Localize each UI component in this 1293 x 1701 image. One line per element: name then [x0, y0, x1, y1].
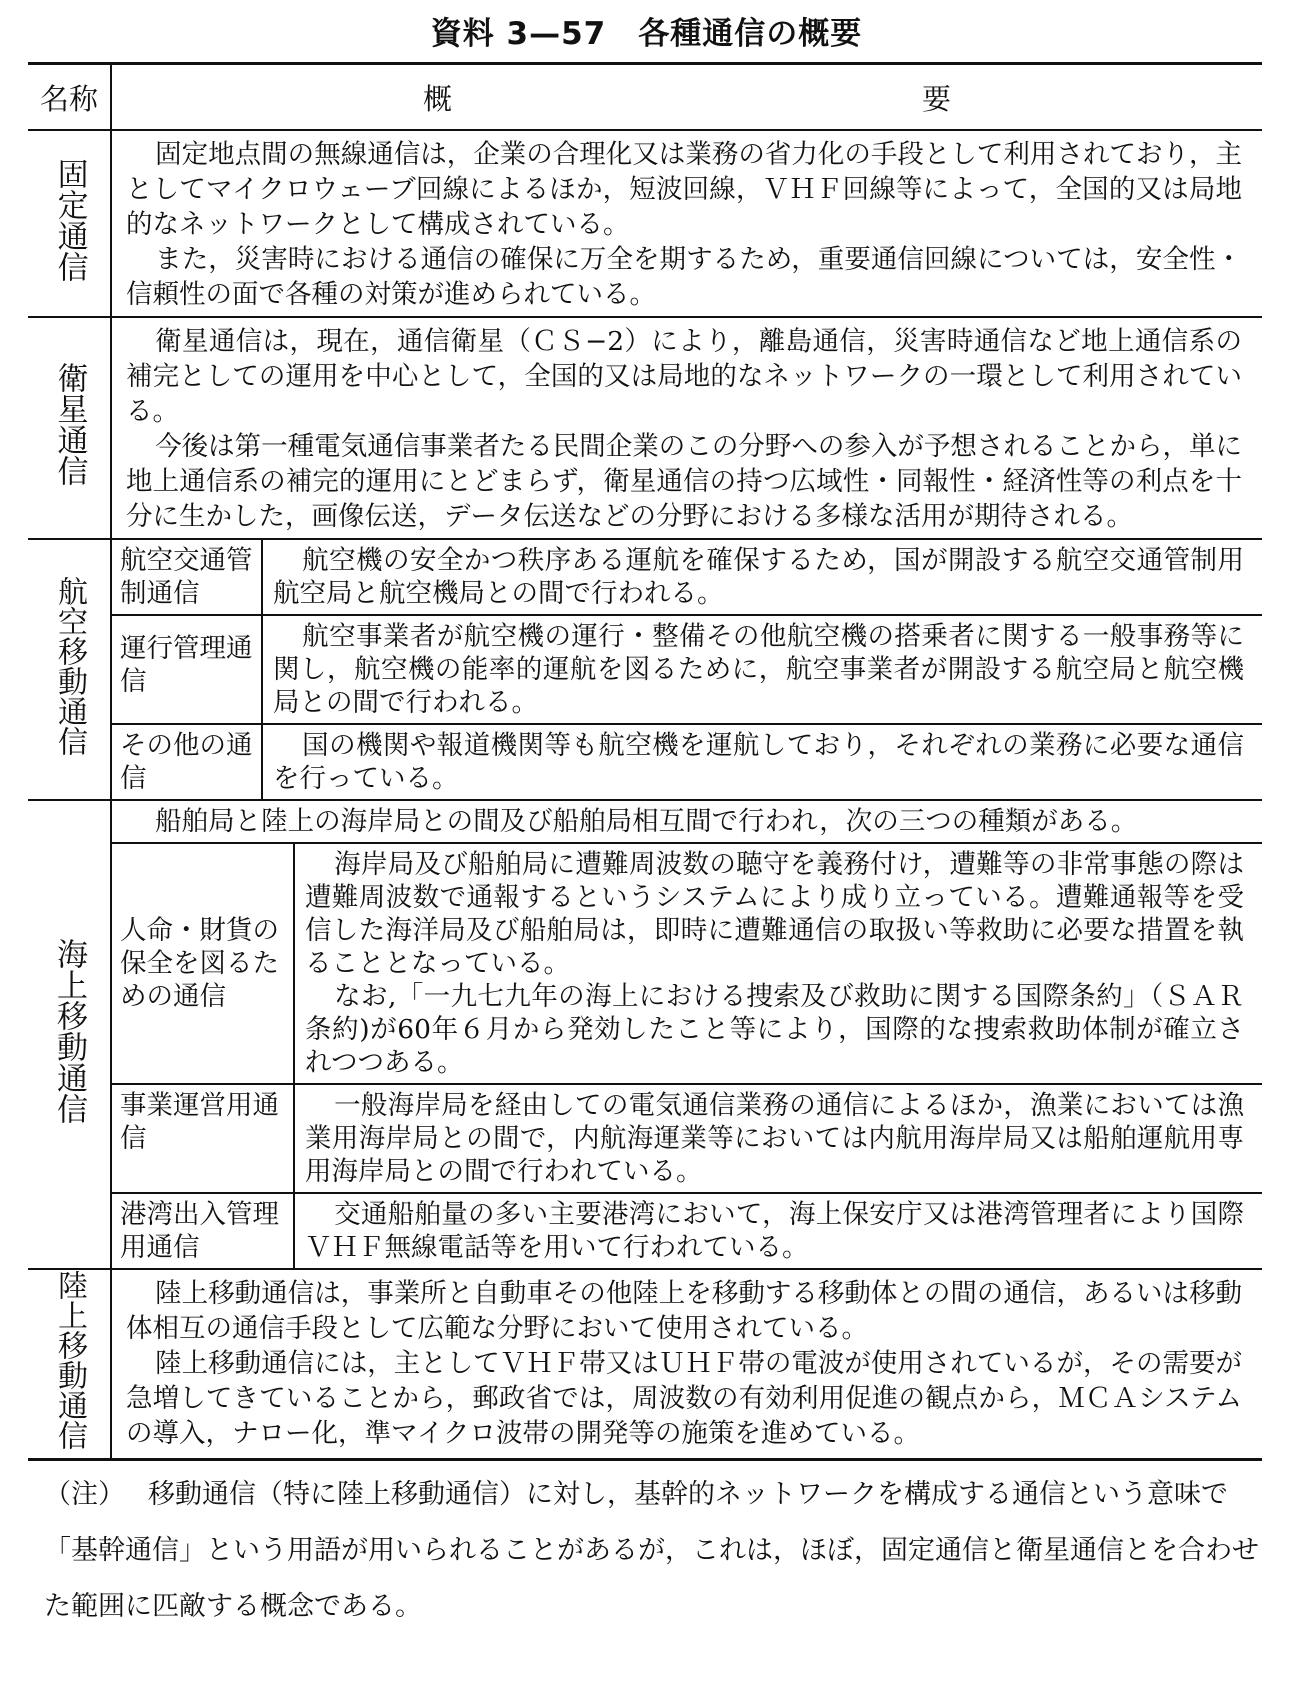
- sub-text: [294, 844, 1262, 1084]
- category-satellite: 衛星通信: [28, 317, 111, 539]
- paragraph: また，災害時における通信の確保に万全を期するため，重要通信回線については，安全性・信頼性の面で各種の対策が進められている。: [126, 244, 1242, 310]
- table-header-row: [28, 64, 1262, 131]
- maritime-intro-wrap: [112, 801, 1262, 844]
- sub-text: [262, 540, 1262, 615]
- communications-table: [28, 62, 1262, 1461]
- sub-row: [112, 540, 1262, 615]
- paragraph: 固定地点間の無線通信は，企業の合理化又は業務の省力化の手段として利用されており，主としてマイクロウェーブ回線によるほか，短波回線，ＶＨＦ回線等によって，全国的又は局地的なネットワークとして構成されている。: [126, 139, 1242, 240]
- paragraph: 国の機関や報道機関等も航空機を運航しており，それぞれの業務に必要な通信を行っている。: [273, 730, 1244, 794]
- paragraph: 航空機の安全かつ秩序ある運航を確保するため，国が開設する航空交通管制用航空局と航空機局との間で行われる。: [273, 545, 1244, 609]
- paragraph: 陸上移動通信は，事業所と自動車その他陸上を移動する移動体との間の通信，あるいは移動体相互の通信手段として広範な分野において使用されている。: [126, 1278, 1242, 1344]
- footnote-lead: （注）: [44, 1479, 125, 1510]
- sub-row: [112, 844, 1262, 1084]
- sub-row: [112, 1084, 1262, 1193]
- aeronautical-subtable: [112, 540, 1262, 799]
- footnote-text: 移動通信（特に陸上移動通信）に対し，基幹的ネットワークを構成する通信という意味で「基幹通信」という用語が用いられることがあるが，これは，ほぼ，固定通信と衛星通信とを合わせた範囲に匹敵する概念である。: [44, 1479, 1259, 1622]
- sub-label: 港湾出入管理用通信: [112, 1193, 294, 1268]
- sub-label: 事業運営用通信: [112, 1084, 294, 1193]
- header-name: 名称: [28, 64, 111, 131]
- sub-text: [262, 724, 1262, 799]
- header-desc-char-2: 要: [922, 81, 952, 116]
- category-land-mobile: 陸上移動通信: [28, 1269, 111, 1460]
- paragraph: 衛星通信は，現在，通信衛星（ＣＳ−2）により，離島通信，災害時通信など地上通信系の補完としての運用を中心として，全国的又は局地的なネットワークの一環として利用されている。: [126, 326, 1242, 427]
- sub-label: 運行管理通信: [112, 615, 262, 724]
- paragraph: 今後は第一種電気通信事業者たる民間企業のこの分野への参入が予想されることから，単に地上通信系の補完的運用にとどまらず，衛星通信の持つ広域性・同報性・経済性等の利点を十分に生かした，画像伝送，データ伝送などの分野における多様な活用が期待される。: [126, 431, 1242, 532]
- paragraph: なお,「一九七九年の海上における捜索及び救助に関する国際条約」（ＳＡＲ条約)が60年６月から発効したこと等により，国際的な捜索救助体制が確立されつつある。: [305, 981, 1244, 1078]
- sub-row: [112, 724, 1262, 799]
- header-desc-char-1: 概: [422, 81, 452, 116]
- sub-label: 航空交通管制通信: [112, 540, 262, 615]
- row-land-mobile: [28, 1269, 1262, 1460]
- paragraph: 一般海岸局を経由しての電気通信業務の通信によるほか，漁業においては漁業用海岸局との間で，内航海運業等においては内航用海岸局又は船舶運航用専用海岸局との間で行われている。: [305, 1090, 1244, 1187]
- sub-text: [262, 615, 1262, 724]
- footnote: [44, 1467, 1264, 1635]
- paragraph: 航空事業者が航空機の運行・整備その他航空機の搭乗者に関する一般事務等に関し，航空機の能率的運航を図るために，航空事業者が開設する航空局と航空機局との間で行われる。: [273, 621, 1244, 718]
- maritime-subtable: [112, 844, 1262, 1268]
- description-aeronautical: [111, 539, 1262, 800]
- sub-text: [294, 1193, 1262, 1268]
- row-satellite: [28, 317, 1262, 539]
- row-fixed: [28, 130, 1262, 317]
- sub-row: [112, 615, 1262, 724]
- category-aeronautical: 航空移動通信: [28, 539, 111, 800]
- category-maritime: 海上移動通信: [28, 800, 111, 1269]
- category-fixed: 固定通信: [28, 130, 111, 317]
- description-satellite: [111, 317, 1262, 539]
- description-fixed: [111, 130, 1262, 317]
- paragraph: 陸上移動通信には，主としてＶＨＦ帯又はＵＨＦ帯の電波が使用されているが，その需要が急増してきていることから，郵政省では，周波数の有効利用促進の観点から，ＭＣＡシステムの導入，ナロー化，準マイクロ波帯の開発等の施策を進めている。: [126, 1348, 1242, 1449]
- row-aeronautical: [28, 539, 1262, 800]
- paragraph: 海岸局及び船舶局に遭難周波数の聴守を義務付け，遭難等の非常事態の際は遭難周波数で通報するというシステムにより成り立っている。遭難通報等を受信した海洋局及び船舶局は，即時に遭難通信の取扱い等救助に必要な措置を執ることとなっている。: [305, 849, 1244, 979]
- maritime-intro: 船舶局と陸上の海岸局との間及び船舶局相互間で行われ，次の三つの種類がある。: [155, 806, 1138, 837]
- page-title: 資料 3—57 各種通信の概要: [430, 16, 863, 52]
- sub-label: その他の通信: [112, 724, 262, 799]
- sub-label: 人命・財貨の保全を図るための通信: [112, 844, 294, 1084]
- header-description: [111, 64, 1262, 131]
- description-land-mobile: [111, 1269, 1262, 1460]
- sub-text: [294, 1084, 1262, 1193]
- sub-row: [112, 1193, 1262, 1268]
- paragraph: 交通船舶量の多い主要港湾において，海上保安庁又は港湾管理者により国際ＶＨＦ無線電話等を用いて行われている。: [305, 1199, 1244, 1263]
- row-maritime: [28, 800, 1262, 1269]
- description-maritime: [111, 800, 1262, 1269]
